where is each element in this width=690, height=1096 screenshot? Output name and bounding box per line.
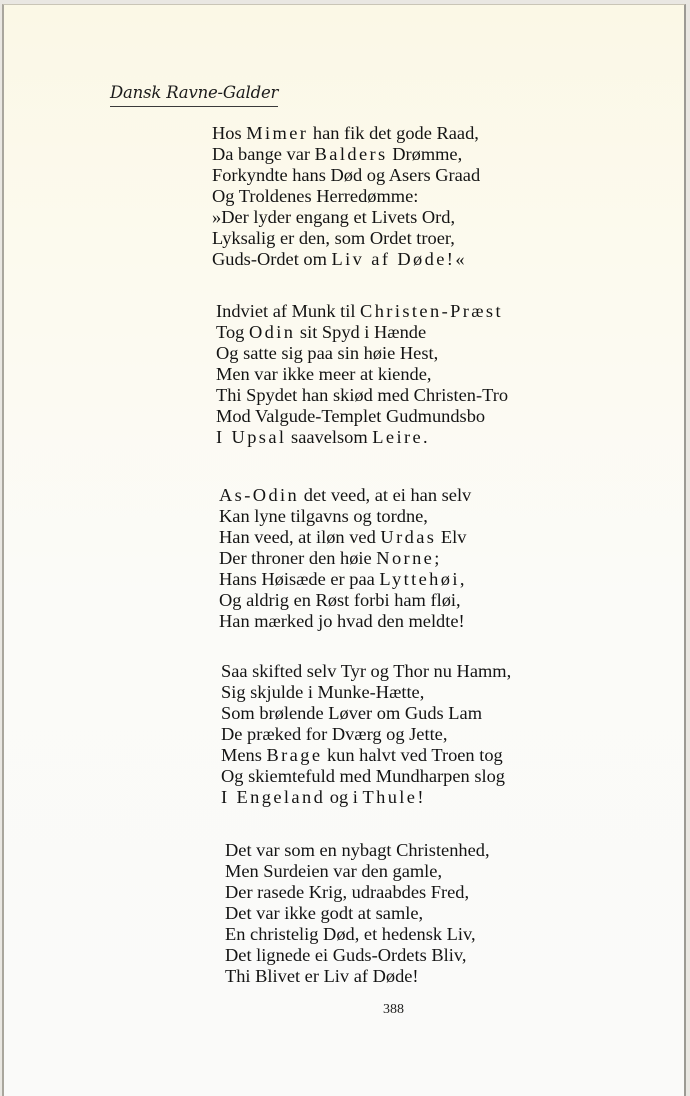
stanza-2: [216, 301, 508, 448]
verse-line: Guds-Ordet om Liv af Døde!«: [212, 249, 465, 269]
stanza-3: [219, 485, 471, 632]
verse-line: Indviet af Munk til Christen-Præst: [216, 301, 503, 321]
stanza-5: [225, 840, 490, 987]
verse-line: Han mærked jo hvad den meldte!: [219, 611, 465, 631]
verse-line: Da bange var Balders Drømme,: [212, 144, 463, 164]
verse-line: Lyksalig er den, som Ordet troer,: [212, 228, 455, 248]
verse-line: Og aldrig en Røst forbi ham fløi,: [219, 590, 461, 610]
verse-line: Hos Mimer han fik det gode Raad,: [212, 123, 479, 143]
verse-line: Mod Valgude-Templet Gudmundsbo: [216, 406, 486, 426]
verse-line: Mens Brage kun halvt ved Troen tog: [221, 745, 503, 765]
verse-line: Og satte sig paa sin høie Hest,: [216, 343, 439, 363]
verse-line: Men var ikke meer at kiende,: [216, 364, 432, 384]
verse-line: Thi Spydet han skiød med Christen-Tro: [216, 385, 509, 405]
stanza-4: [221, 661, 511, 808]
verse-line: Hans Høisæde er paa Lyttehøi,: [219, 569, 465, 589]
verse-line: Men Surdeien var den gamle,: [225, 861, 443, 881]
verse-line: Som brølende Løver om Guds Lam: [221, 703, 482, 723]
verse-line: I Upsal saavelsom Leire.: [216, 427, 428, 447]
verse-line: Der rasede Krig, udraabdes Fred,: [225, 882, 470, 902]
verse-line: Sig skjulde i Munke-Hætte,: [221, 682, 425, 702]
book-page: [2, 4, 686, 1096]
verse-line: Det var som en nybagt Christenhed,: [225, 840, 490, 860]
verse-line: As-Odin det veed, at ei han selv: [219, 485, 472, 505]
verse-line: En christelig Død, et hedensk Liv,: [225, 924, 476, 944]
verse-line: Det lignede ei Guds-Ordets Bliv,: [225, 945, 467, 965]
stanza-1: [212, 123, 480, 270]
verse-line: De præked for Dværg og Jette,: [221, 724, 448, 744]
verse-line: Thi Blivet er Liv af Døde!: [225, 966, 419, 986]
verse-line: »Der lyder engang et Livets Ord,: [212, 207, 456, 227]
verse-line: Tog Odin sit Spyd i Hænde: [216, 322, 427, 342]
running-head: Dansk Ravne-Galder: [110, 83, 278, 107]
verse-line: Det var ikke godt at samle,: [225, 903, 424, 923]
verse-line: Forkyndte hans Død og Asers Graad: [212, 165, 481, 185]
verse-line: Og skiemtefuld med Mundharpen slog: [221, 766, 505, 786]
verse-line: Og Troldenes Herredømme:: [212, 186, 419, 206]
verse-line: I Engeland og i Thule!: [221, 787, 424, 807]
verse-line: Saa skifted selv Tyr og Thor nu Hamm,: [221, 661, 512, 681]
verse-line: Kan lyne tilgavns og tordne,: [219, 506, 428, 526]
verse-line: Der throner den høie Norne;: [219, 548, 440, 568]
page-number: 388: [383, 1002, 404, 1017]
verse-line: Han veed, at iløn ved Urdas Elv: [219, 527, 467, 547]
